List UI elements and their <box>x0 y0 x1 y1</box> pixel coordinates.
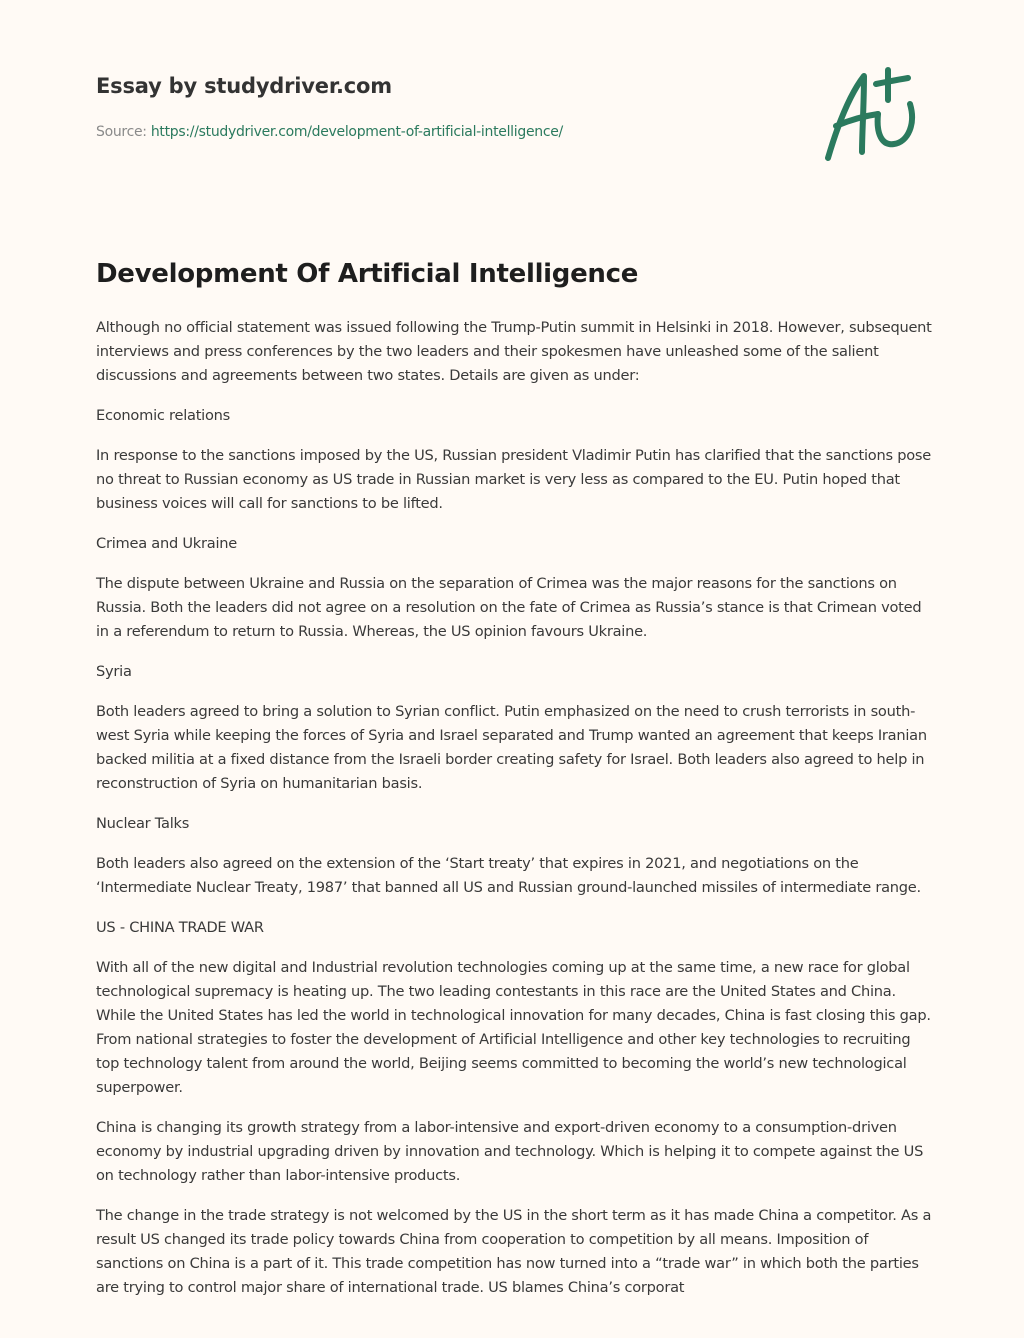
page-header <box>96 74 928 140</box>
source-link[interactable]: https://studydriver.com/development-of-artificial-intelligence/ <box>150 124 563 140</box>
section-heading: Syria <box>96 663 132 680</box>
paragraph: Both leaders also agreed on the extension of the ‘Start treaty’ that expires in 2021, and negotiations on the ‘Intermediate Nuclear Treaty, 1987’ that banned all US and Russian ground-launched missiles of intermediate range. <box>96 855 921 896</box>
brand-title: Essay by studydriver.com <box>96 74 392 98</box>
paragraph: Although no official statement was issued following the Trump-Putin summit in Helsinki in 2018. However, subsequent interviews and press conferences by the two leaders and their spokesmen have unleashed some of the salient discussions and agreements between two states. Details are given as under: <box>96 319 932 384</box>
paragraph: Both leaders agreed to bring a solution to Syrian conflict. Putin emphasized on the need to crush terrorists in south-west Syria while keeping the forces of Syria and Israel separated and Trump wanted an agreement that keeps Iranian backed militia at a fixed distance from the Israeli border creating safety for Israel. Both leaders also agreed to help in reconstruction of Syria on humanitarian basis. <box>96 703 927 792</box>
paragraph: In response to the sanctions imposed by the US, Russian president Vladimir Putin has clarified that the sanctions pose no threat to Russian economy as US trade in Russian market is very less as compared to the EU. Putin hoped that business voices will call for sanctions to be lifted. <box>96 447 931 512</box>
section-heading: Crimea and Ukraine <box>96 535 237 552</box>
paragraph: The change in the trade strategy is not welcomed by the US in the short term as it has made China a competitor. As a result US changed its trade policy towards China from cooperation to competition by all means. Imposition of sanctions on China is a part of it. This trade competition has now turned into a “trade war” in which both the parties are trying to control major share of international trade. US blames China’s corporat <box>96 1207 932 1296</box>
a-plus-logo-icon <box>820 64 930 164</box>
article <box>96 254 932 1316</box>
paragraph: With all of the new digital and Industrial revolution technologies coming up at the same time, a new race for global technological supremacy is heating up. The two leading contestants in this race are the United States and China. While the United States has led the world in technological innovation for many decades, China is fast closing this gap. From national strategies to foster the development of Artificial Intelligence and other key technologies to recruiting top technology talent from around the world, Beijing seems committed to becoming the world’s new technological superpower. <box>96 959 931 1096</box>
article-body <box>96 316 932 1300</box>
section-heading: Economic relations <box>96 407 230 424</box>
paragraph: The dispute between Ukraine and Russia on the separation of Crimea was the major reasons for the sanctions on Russia. Both the leaders did not agree on a resolution on the fate of Crimea as Russia’s stance is that Crimean voted in a referendum to return to Russia. Whereas, the US opinion favours Ukraine. <box>96 575 922 640</box>
section-heading: US - CHINA TRADE WAR <box>96 919 264 936</box>
section-heading: Nuclear Talks <box>96 815 190 832</box>
source-line <box>96 124 563 140</box>
paragraph: China is changing its growth strategy from a labor-intensive and export-driven economy to a consumption-driven economy by industrial upgrading driven by innovation and technology. Which is helping it to compete against the US on technology rather than labor-intensive products. <box>96 1119 924 1184</box>
article-title: Development Of Artificial Intelligence <box>96 259 639 289</box>
source-label: Source: <box>96 124 147 140</box>
